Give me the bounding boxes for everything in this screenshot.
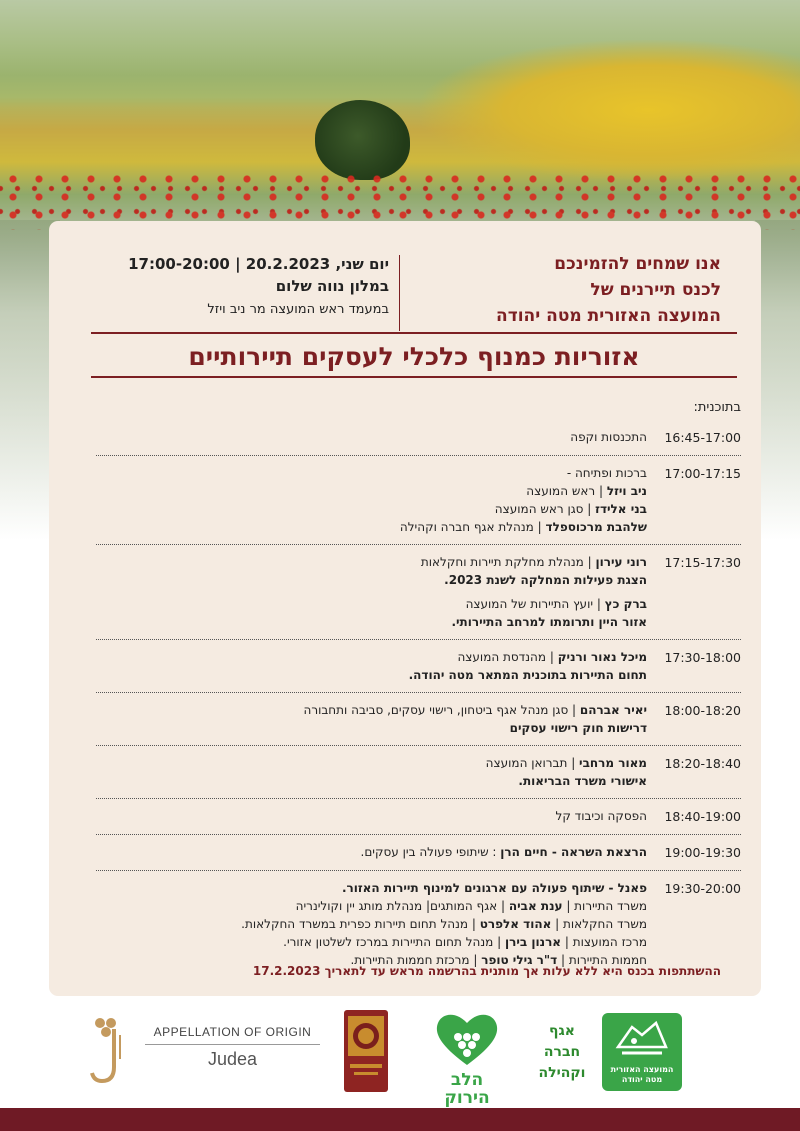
judea-text: Judea bbox=[207, 1049, 258, 1069]
vertical-divider bbox=[399, 255, 400, 331]
agenda-line bbox=[96, 464, 647, 482]
intro-text bbox=[481, 251, 721, 329]
agenda-topic: דרישות חוק רישוי עסקים bbox=[509, 721, 647, 735]
agenda-content bbox=[96, 701, 657, 737]
agenda-row bbox=[96, 428, 741, 456]
agenda-content bbox=[96, 807, 657, 825]
speaker-name: ענת אביה bbox=[508, 899, 563, 913]
agenda-row bbox=[96, 754, 741, 799]
green-heart-name: הלב הירוק bbox=[444, 1070, 490, 1108]
agenda-row bbox=[96, 464, 741, 545]
intro-line-1: אנו שמחים להזמינכם bbox=[554, 254, 721, 274]
agenda-line bbox=[96, 807, 647, 825]
agenda-text: | מנהל תחום תיירות כפרית במשרד החקלאות. bbox=[241, 917, 480, 931]
agenda-text: | מרכזת חממות התיירות. bbox=[350, 953, 482, 967]
invitation-card bbox=[49, 221, 761, 996]
agenda-line bbox=[96, 772, 647, 790]
poppy-edge-right bbox=[755, 220, 800, 540]
intro-line-2: לכנס תיירנים של bbox=[590, 280, 721, 300]
agenda-text: | תברואן המועצה bbox=[485, 756, 580, 770]
agenda-text: | ראש המועצה bbox=[526, 484, 607, 498]
agenda-text: | מנהלת מחלקת תיירות וחקלאות bbox=[420, 555, 596, 569]
event-venue: במלון נווה שלום bbox=[275, 277, 389, 295]
agenda-list bbox=[96, 428, 741, 985]
agenda-line bbox=[96, 843, 647, 861]
agenda-time: 19:30-20:00 bbox=[664, 881, 741, 896]
agenda-text: : שיתופי פעולה בין עסקים. bbox=[360, 845, 501, 859]
agenda-row bbox=[96, 648, 741, 693]
agenda-line bbox=[96, 666, 647, 684]
intro-line-3: המועצה האזורית מטה יהודה bbox=[496, 306, 721, 326]
registration-note: ההשתתפות בכנס היא ללא עלות אך מותנית בהרשמה מראש עד לתאריך 17.2.2023 bbox=[252, 964, 721, 978]
agenda-text: | מהנדסת המועצה bbox=[457, 650, 558, 664]
agenda-row bbox=[96, 553, 741, 640]
agaf-line-1: אגף bbox=[549, 1023, 575, 1039]
agenda-line bbox=[96, 613, 647, 631]
logo-strip bbox=[0, 1005, 800, 1108]
agenda-text: | סגן ראש המועצה bbox=[494, 502, 596, 516]
agaf-line-3: וקהילה bbox=[538, 1065, 586, 1081]
agenda-line bbox=[96, 754, 647, 772]
council-logo bbox=[602, 1013, 682, 1091]
speaker-name: ניב ויזל bbox=[606, 484, 647, 498]
appellation-text: APPELLATION OF ORIGIN bbox=[153, 1025, 312, 1039]
agenda-topic: אזור היין ותרומתו למרחב התיירותי. bbox=[451, 615, 647, 629]
agenda-time: 16:45-17:00 bbox=[664, 430, 741, 445]
agenda-org: משרד החקלאות | bbox=[551, 917, 647, 931]
agenda-content bbox=[96, 879, 657, 969]
agaf-line-2: חברה bbox=[543, 1044, 581, 1060]
agenda-text: ברכות ופתיחה - bbox=[566, 466, 647, 480]
agenda-line bbox=[96, 915, 647, 933]
agenda-text: | יועץ התיירות של המועצה bbox=[465, 597, 605, 611]
main-title: אזוריות כמנוף כלכלי לעסקים תיירותיים bbox=[188, 342, 640, 371]
speaker-name: הרצאת השראה - חיים הרן bbox=[500, 845, 647, 859]
wine-route-label-icon bbox=[344, 1010, 388, 1092]
agenda-line bbox=[96, 482, 647, 500]
speaker-name: רוני עירון bbox=[595, 555, 647, 569]
agenda-time: 19:00-19:30 bbox=[664, 845, 741, 860]
agenda-org: חממות התיירות | bbox=[557, 953, 647, 967]
agenda-time: 17:00-17:15 bbox=[664, 466, 741, 481]
agenda-line bbox=[96, 595, 647, 613]
agenda-text: התכנסות וקפה bbox=[570, 430, 647, 444]
title-bottom-rule bbox=[91, 376, 737, 378]
agenda-line bbox=[96, 428, 647, 446]
agenda-line bbox=[96, 500, 647, 518]
speaker-name: מיכל נאור ורניק bbox=[557, 650, 647, 664]
agenda-content bbox=[96, 553, 657, 631]
agenda-line bbox=[96, 571, 647, 589]
speaker-name: אהוד אלפרט bbox=[479, 917, 552, 931]
speaker-name: ברק כץ bbox=[604, 597, 647, 611]
agenda-row bbox=[96, 843, 741, 871]
event-info bbox=[99, 253, 389, 323]
green-heart-icon bbox=[432, 1009, 502, 1067]
agenda-text: | סגן מנהל אגף ביטחון, רישוי עסקים, סביבה ותחבורה bbox=[303, 703, 580, 717]
bottom-bar bbox=[0, 1108, 800, 1131]
agenda-topic: פאנל - שיתוף פעולה עם ארגונים למינוף תיירות האזור. bbox=[341, 881, 647, 895]
speaker-name: יאיר אברהם bbox=[579, 703, 647, 717]
agenda-line bbox=[96, 879, 647, 897]
speaker-name: ארנון בירן bbox=[505, 935, 562, 949]
speaker-name: מאור מרחבי bbox=[579, 756, 647, 770]
agenda-text: | אגף המותגים| מנהלת מותג יין וקולינריה bbox=[295, 899, 509, 913]
title-top-rule bbox=[91, 332, 737, 334]
agenda-line bbox=[96, 553, 647, 571]
agenda-content bbox=[96, 754, 657, 790]
agenda-content bbox=[96, 648, 657, 684]
council-line-2: מטה יהודה bbox=[621, 1075, 663, 1084]
agenda-time: 18:20-18:40 bbox=[664, 756, 741, 771]
event-date-time: יום שני, 20.2.2023 | 17:00-20:00 bbox=[128, 255, 389, 273]
agenda-row bbox=[96, 701, 741, 746]
agenda-row bbox=[96, 807, 741, 835]
agenda-time: 17:30-18:00 bbox=[664, 650, 741, 665]
agenda-text: הפסקה וכיבוד קל bbox=[555, 809, 647, 823]
yellow-flower-field bbox=[420, 40, 800, 180]
agenda-content bbox=[96, 843, 657, 861]
judea-grape-logo-icon bbox=[84, 1015, 132, 1089]
green-heart-logo bbox=[426, 1009, 508, 1117]
agenda-topic: אישורי משרד הבריאות. bbox=[518, 774, 647, 788]
agenda-line bbox=[96, 701, 647, 719]
agenda-line bbox=[96, 518, 647, 536]
appellation-logo bbox=[145, 1025, 320, 1070]
agenda-line bbox=[96, 648, 647, 666]
agenda-content bbox=[96, 428, 657, 446]
agaf-community-logo bbox=[534, 1021, 590, 1084]
agenda-org: משרד התיירות | bbox=[562, 899, 647, 913]
agenda-row bbox=[96, 879, 741, 977]
tree bbox=[315, 100, 410, 180]
agenda-topic: הצגת פעילות המחלקה לשנת 2023. bbox=[444, 573, 647, 587]
agenda-time: 17:15-17:30 bbox=[664, 555, 741, 570]
agenda-topic: תחום התיירות בתוכנית המתאר מטה יהודה. bbox=[408, 668, 647, 682]
agenda-time: 18:00-18:20 bbox=[664, 703, 741, 718]
program-label: בתוכנית: bbox=[693, 400, 741, 415]
event-presence: במעמד ראש המועצה מר ניב ויזל bbox=[207, 302, 389, 317]
speaker-name: שלהבת מרכוספלד bbox=[545, 520, 647, 534]
council-emblem-icon bbox=[612, 1017, 672, 1061]
speaker-name: ד"ר גילי טופר bbox=[481, 953, 558, 967]
agenda-line bbox=[96, 933, 647, 951]
agenda-text: | מנהלת אגף חברה וקהילה bbox=[399, 520, 546, 534]
agenda-org: מרכז המועצות | bbox=[561, 935, 647, 949]
agenda-content bbox=[96, 464, 657, 536]
council-line-1: המועצה האזורית bbox=[610, 1065, 674, 1074]
agenda-time: 18:40-19:00 bbox=[664, 809, 741, 824]
agenda-text: | מנהל תחום התיירות במרכז לשלטון אזורי. bbox=[283, 935, 506, 949]
agenda-line bbox=[96, 897, 647, 915]
agenda-line bbox=[96, 719, 647, 737]
speaker-name: בני אלידז bbox=[595, 502, 647, 516]
